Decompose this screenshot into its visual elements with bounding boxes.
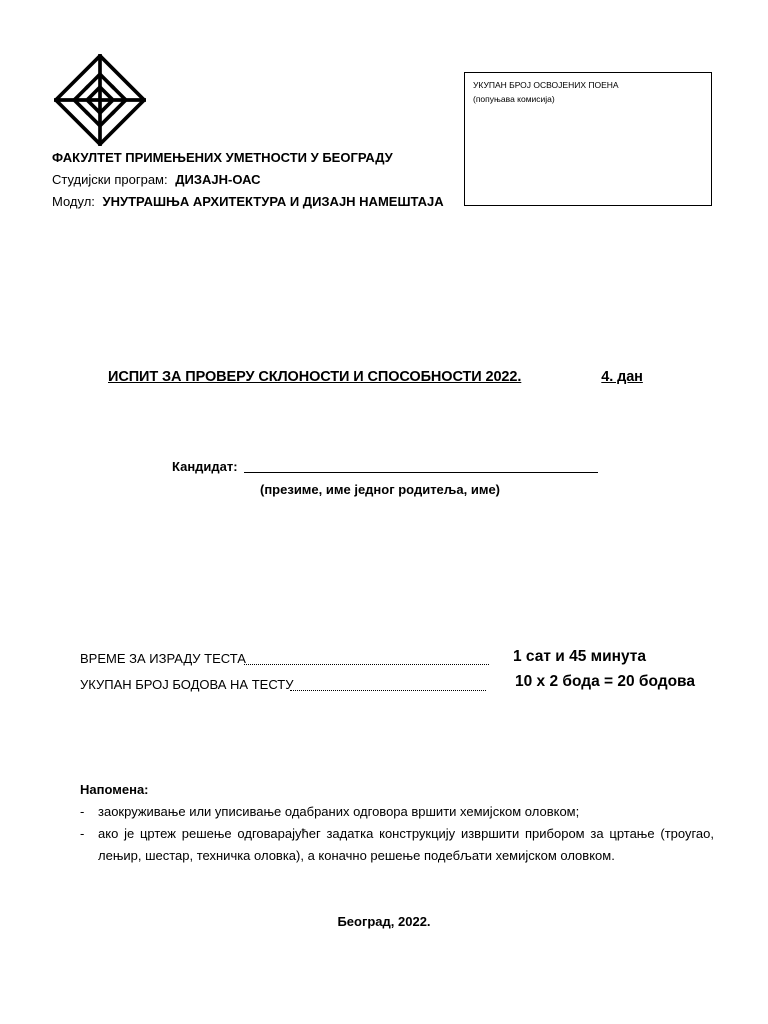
note-item-text: заокруживање или уписивање одабраних одговора вршити хемијском оловком; (98, 804, 580, 819)
module-label: Модул: (52, 194, 95, 209)
study-program (52, 172, 261, 188)
module-value: УНУТРАШЊА АРХИТЕКТУРА И ДИЗАЈН НАМЕШТАЈА (102, 194, 444, 209)
exam-title-text: ИСПИТ ЗА ПРОВЕРУ СКЛОНОСТИ И СПОСОБНОСТИ 2022. (108, 369, 522, 385)
module (52, 194, 444, 210)
note-item-text: ако је цртеж решење одговарајућег задатка конструкцију извршити прибором за цртање (троугао, лењир, шестар, техничка оловка), а коначно решење подебљати хемијском оловком. (98, 826, 714, 863)
points-dots (290, 690, 486, 691)
place-date: Београд, 2022. (337, 914, 431, 929)
list-dash: - (80, 826, 85, 841)
note-list (80, 801, 714, 867)
exam-title (108, 369, 643, 385)
faculty-logo (54, 54, 146, 146)
points-label: УКУПАН БРОЈ БОДОВА НА ТЕСТУ (80, 677, 294, 692)
total-points-subtitle: (попуњава комисија) (473, 94, 555, 104)
list-dash: - (80, 804, 85, 819)
note-item (80, 801, 714, 823)
note-heading: Напомена: (80, 782, 149, 797)
note-item (80, 823, 714, 867)
candidate-hint: (презиме, име једног родитеља, име) (260, 482, 501, 497)
candidate-label: Кандидат: (172, 459, 238, 474)
time-label: ВРЕМЕ ЗА ИЗРАДУ ТЕСТА (80, 651, 246, 666)
total-points-title: УКУПАН БРОЈ ОСВОЈЕНИХ ПОЕНА (473, 80, 619, 90)
points-value: 10 х 2 бода = 20 бодова (515, 673, 695, 690)
total-points-box (464, 72, 712, 206)
faculty-name: ФАКУЛТЕТ ПРИМЕЊЕНИХ УМЕТНОСТИ У БЕОГРАДУ (52, 150, 393, 165)
exam-day: 4. дан (601, 369, 643, 385)
study-program-label: Студијски програм: (52, 172, 168, 187)
time-value: 1 сат и 45 минута (513, 648, 647, 665)
time-dots (244, 664, 489, 665)
candidate-name-line[interactable] (244, 472, 598, 473)
study-program-value: ДИЗАЈН-ОАС (175, 172, 261, 187)
